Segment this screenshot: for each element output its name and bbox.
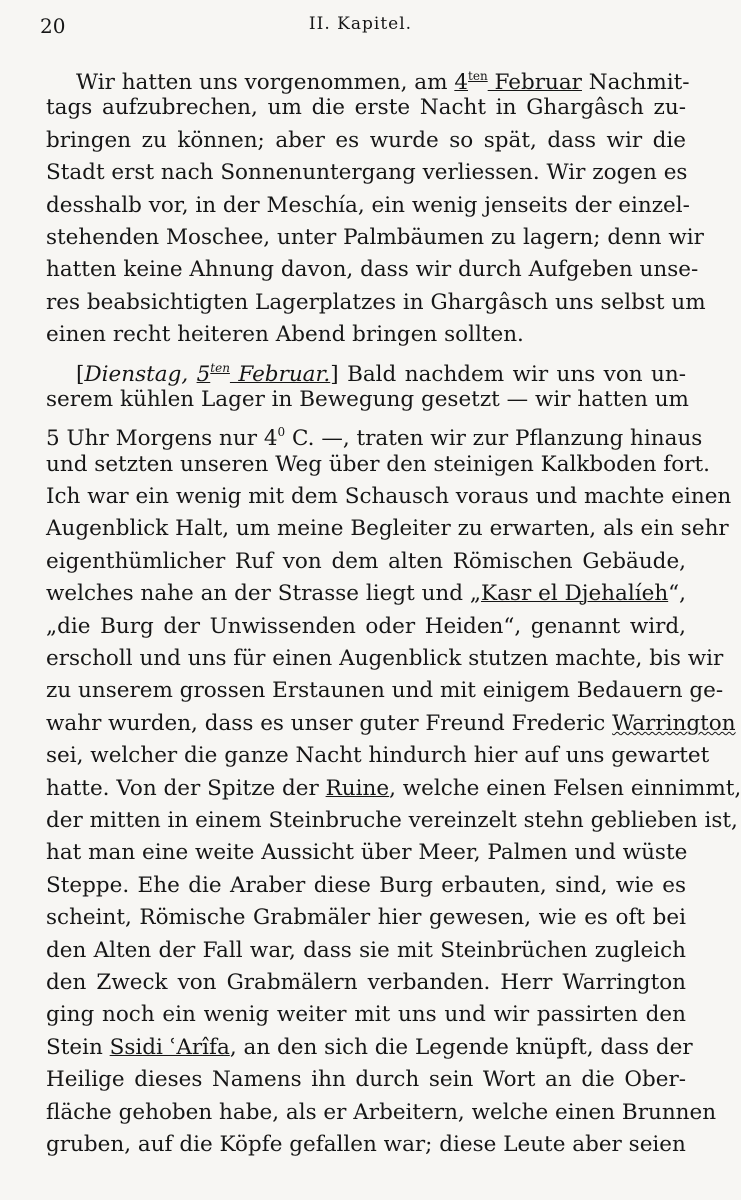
page-number: 20: [40, 14, 66, 38]
text-run: und setzten unseren Weg über den steinigen Kalkboden fort.: [46, 451, 710, 477]
text-line: [46, 837, 686, 869]
text-line: [46, 254, 699, 286]
text-line: [46, 740, 710, 772]
text-run: gruben, auf die Köpfe gefallen war; diese Leute aber seien: [46, 1131, 686, 1157]
text-line: [46, 870, 686, 902]
text-line: [46, 125, 686, 157]
handwritten-mark: 5: [196, 361, 211, 387]
body-text: [46, 60, 741, 1161]
text-run: , an den sich die Legende knüpft, dass der: [229, 1034, 693, 1060]
text-line: [46, 352, 686, 387]
page-header: [0, 14, 721, 44]
text-run: „die Burg der Unwissenden oder Heiden“, genannt wird,: [46, 613, 686, 639]
text-run: C. —, traten wir zur Pflanzung hinaus: [285, 426, 703, 452]
handwritten-mark: 4: [454, 70, 469, 95]
text-run: , welche einen Felsen einnimmt,: [389, 775, 741, 801]
text-line: [46, 1097, 717, 1129]
text-line: [46, 513, 729, 545]
handwritten-mark: Februar: [487, 70, 582, 95]
text-run: [: [76, 361, 85, 387]
text-run: 5 Uhr Morgens nur 4: [46, 426, 278, 452]
text-run: zu unserem grossen Erstaunen und mit einigem Bedauern ge-: [46, 678, 724, 704]
text-run: einen recht heiteren Abend bringen sollten.: [46, 322, 524, 348]
text-line: [46, 60, 690, 95]
text-run: “,: [668, 581, 686, 607]
handwritten-mark: Ssidi ʿArîfa: [109, 1034, 230, 1060]
text-run: ] Bald nachdem wir uns von un-: [330, 361, 686, 387]
text-line: [46, 287, 706, 319]
text-run: wahr wurden, dass es unser guter Freund Frederic: [46, 710, 613, 736]
text-run: tags aufzubrechen, um die erste Nacht in Ghargâsch zu-: [46, 95, 686, 121]
text-run: Heilige dieses Namens ihn durch sein Wort an die Ober-: [46, 1067, 686, 1093]
text-run: den Zweck von Grabmälern verbanden. Herr Warrington: [46, 969, 686, 995]
handwritten-mark: ten: [210, 360, 230, 375]
text-run: eigenthümlicher Ruf von dem alten Römischen Gebäude,: [46, 548, 686, 574]
text-line: [46, 935, 686, 967]
text-run: bringen zu können; aber es wurde so spät, dass wir die: [46, 127, 686, 153]
text-run: 0: [277, 425, 286, 440]
handwritten-mark: ten: [468, 69, 488, 83]
text-line: [46, 481, 732, 513]
text-run: res beabsichtigten Lagerplatzes in Ghargâsch uns selbst um: [46, 289, 706, 315]
text-run: Dienstag,: [84, 361, 197, 387]
text-line: [46, 708, 736, 740]
text-line: [46, 1032, 693, 1064]
text-run: fläche gehoben habe, als er Arbeitern, welche einen Brunnen: [46, 1099, 717, 1125]
text-run: stehenden Moschee, unter Palmbäumen zu lagern; denn wir: [46, 224, 704, 250]
text-line: [46, 416, 703, 452]
handwritten-mark: Ruine: [325, 775, 390, 801]
text-run: desshalb vor, in der Meschía, ein wenig jenseits der einzel-: [46, 192, 690, 218]
text-run: ging noch ein wenig weiter mit uns und wir passirten den: [46, 1002, 686, 1028]
running-head: II. Kapitel.: [308, 14, 413, 34]
text-run: Wir hatten uns vorgenommen, am: [76, 70, 455, 95]
text-line: [46, 902, 686, 934]
text-run: Augenblick Halt, um meine Begleiter zu erwarten, als ein sehr: [46, 516, 729, 542]
text-run: hatten keine Ahnung davon, dass wir durch Aufgeben unse-: [46, 257, 699, 283]
handwritten-mark: Warrington: [612, 710, 736, 736]
text-line: [46, 546, 686, 578]
text-run: scheint, Römische Grabmäler hier gewesen, wie es oft bei: [46, 905, 686, 931]
text-run: der mitten in einem Steinbruche vereinzelt stehn geblieben ist,: [46, 807, 738, 833]
text-run: Ich war ein wenig mit dem Schausch voraus und machte einen: [46, 484, 732, 510]
text-run: serem kühlen Lager in Bewegung gesetzt — wir hatten um: [46, 386, 689, 412]
text-run: erscholl und uns für einen Augenblick stutzen machte, bis wir: [46, 646, 724, 672]
text-line: [46, 92, 686, 124]
text-line: [46, 1064, 686, 1096]
text-run: hat man eine weite Aussicht über Meer, Palmen und wüste: [46, 840, 688, 866]
text-line: [46, 1129, 686, 1161]
text-line: [46, 999, 686, 1031]
text-line: [46, 190, 690, 222]
handwritten-mark: Kasr el Djehalíeh: [481, 581, 669, 607]
text-line: [46, 967, 686, 999]
text-run: Steppe. Ehe die Araber diese Burg erbauten, sind, wie es: [46, 872, 686, 898]
text-line: [46, 157, 686, 189]
text-run: hatte. Von der Spitze der: [46, 775, 326, 801]
handwritten-mark: Februar.: [229, 361, 331, 387]
text-line: [46, 643, 724, 675]
text-line: [46, 611, 686, 643]
text-line: [46, 449, 710, 481]
text-line: [46, 675, 724, 707]
text-run: Stein: [46, 1034, 110, 1060]
text-run: sei, welcher die ganze Nacht hindurch hier auf uns gewartet: [46, 743, 710, 769]
text-run: den Alten der Fall war, dass sie mit Steinbrüchen zugleich: [46, 937, 686, 963]
text-line: [46, 222, 704, 254]
text-line: [46, 773, 741, 805]
text-line: [46, 805, 738, 837]
text-line: [46, 578, 686, 610]
text-run: welches nahe an der Strasse liegt und „: [46, 581, 482, 607]
text-line: [46, 319, 686, 351]
text-line: [46, 384, 689, 416]
text-run: Nachmit-: [581, 70, 690, 95]
text-run: Stadt erst nach Sonnenuntergang verliessen. Wir zogen es: [46, 160, 688, 186]
